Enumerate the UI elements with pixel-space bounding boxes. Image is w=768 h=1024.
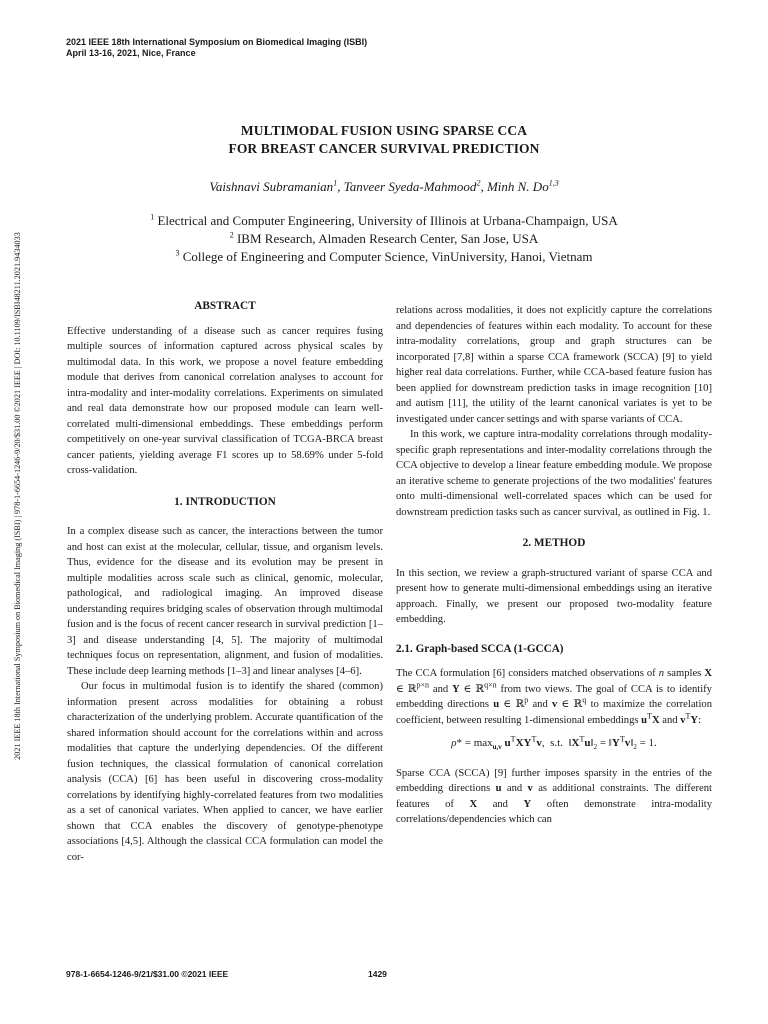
affiliation: $^1$ Electrical and Computer Engineering, University of Illinois at Urbana-Champaign, USA [150,212,618,228]
affiliation-list [0,212,768,266]
author-name: Minh N. Do [486,179,549,194]
side-note-text: 2021 IEEE 18th International Symposium on Biomedical Imaging (ISBI) | 978-1-6654-1246-9/20/$31.00 ©2021 IEEE | DOI: 10.1109/ISBI48211.2021.9434033 [13,232,22,760]
intro-paragraph: relations across modalities, it does not explicitly capture the correlations and dependencies of features within each modality. To account for these intra-modality correlations, group and graph structures can be incorporated [7,8] within a sparse CCA framework (SCCA) [9] to yield higher real data correlations. Further, while CCA-based feature fusion has been applied for downstream prediction tasks in image recognition [10] and autism [11], the utility of the learnt canonical variates is yet to be investigated under cancer settings and with sparse variants of CCA. [396,305,712,425]
equation: $\rho* = \max_{u,v} u^TXY^Tv$, s.t. $‖X^Tu‖_2$ = $‖Y^Tv‖_2 = 1$. [451,734,657,752]
author-name: Vaishnavi Subramanian [209,179,334,194]
left-column [67,299,383,865]
intro-heading: 1. INTRODUCTION [174,495,276,508]
conference-name: 2021 IEEE 18th International Symposium on Biomedical Imaging (ISBI) [66,37,368,47]
footer-isbn: 978-1-6654-1246-9/21/$31.00 ©2021 IEEE [66,969,229,979]
right-column [396,303,712,828]
intro-paragraph: Our focus in multimodal fusion is to identify the shared (common) information present across modalities for obtaining a robust characterization of the underlying problem. Accurate quantification of the shared information should account for the correlations within and across modalities that capture the underlying dependencies. Of the different fusion techniques, the classical formulation of canonical correlation analysis (CCA) [6] has been useful in discovering cross-modality correlations by identifying highly-correlated features from two modalities as a set of canonical variates. When applied to cancer, we have earlier shown that CCA enables the discovery of genotype-phenotype associations [4,5]. Although the classical CCA formulation can model the cor- [67,681,383,863]
conference-date: April 13-16, 2021, Nice, France [66,48,196,58]
intro-paragraph: In this work, we capture intra-modality correlations through modality-specific graph representations and inter-modality correlations through the CCA objective to develop a linear feature embedding module. We propose an iterative scheme to generate projections of the two modalities' features onto multi-dimensional well-correlated spaces which can be used for downstream prediction tasks such as cancer survival, as outlined in Fig. 1. [396,429,712,518]
author-list: Vaishnavi Subramanian$^1$, Tanveer Syeda-Mahmood$^2$, Minh N. Do$^{1,3}$ [209,178,559,194]
intro-paragraph: In a complex disease such as cancer, the interactions between the tumor and host can exist at the molecular, cellular, tissue, and organism levels. Thus, evidence for the disease and its evolution may be present in multiple modalities across scale such as clinical, genomic, molecular, pathological, and radiological imaging. An improved disease understanding requires bridging scales of observation through multimodal fusion and is the focus of recent cancer research in survival prediction [1–3] and disease understanding [4, 5]. The majority of multimodal techniques focus on representation, alignment, and fusion of modalities. These include deep learning methods [1–3] and linear analyses [4–6]. [67,526,383,677]
conference-header [66,37,367,59]
method-paragraph: In this section, we review a graph-structured variant of sparse CCA and present how to generate multi-dimensional embeddings using an iterative approach. Finally, we present our proposed two-modality feature embedding. [396,567,712,625]
abstract-heading: ABSTRACT [194,300,256,312]
method-heading: 2. METHOD [522,537,586,549]
abstract-text: Effective understanding of a disease such as cancer requires fusing multiple sources of information captured across physical scales by multimodal data. In this work, we propose a novel feature embedding module that derives from canonical correlation analyses to account for intra-modality and inter-modality correlations. Experiments on simulated and real data demonstrate how our proposed module can learn well-correlated multi-dimensional embeddings. These embeddings perform competitively on one-year survival classification of TCGA-BRCA breast cancer patients, yielding average F1 scores up to 58.69% under 5-fold cross-validation. [67,325,383,476]
side-note [9,182,27,810]
author-name: Tanveer Syeda-Mahmood [343,179,477,194]
subsection-heading: 2.1. Graph-based SCCA (1-GCCA) [396,642,564,655]
paper-title: MULTIMODAL FUSION USING SPARSE CCA FOR BREAST CANCER SURVIVAL PREDICTION [228,123,540,156]
page-number: 1429 [368,969,387,979]
method-paragraph: Sparse CCA (SCCA) [9] further imposes sparsity in the entries of the embedding directions u and v as additional constraints. The different features of X and Y often demonstrate intra-modality correlations/dependencies which can [396,767,713,826]
affiliation: $^3$ College of Engineering and Computer Science, VinUniversity, Hanoi, Vietnam [175,248,593,264]
method-paragraph: The CCA formulation [6] considers matched observations of n samples X ∈ ℝ$^{p\times n}$ and Y ∈ ℝ$^{q\times n}$ from two views. The goal of CCA is to identify embedding directions u ∈ ℝ$^p$ and v ∈ ℝ$^q$ to maximize the correlation coefficient, between resulting 1-dimensional embeddings $u^TX$ and $v^TY$: [396,668,713,726]
affiliation: $^2$ IBM Research, Almaden Research Center, San Jose, USA [229,230,539,246]
